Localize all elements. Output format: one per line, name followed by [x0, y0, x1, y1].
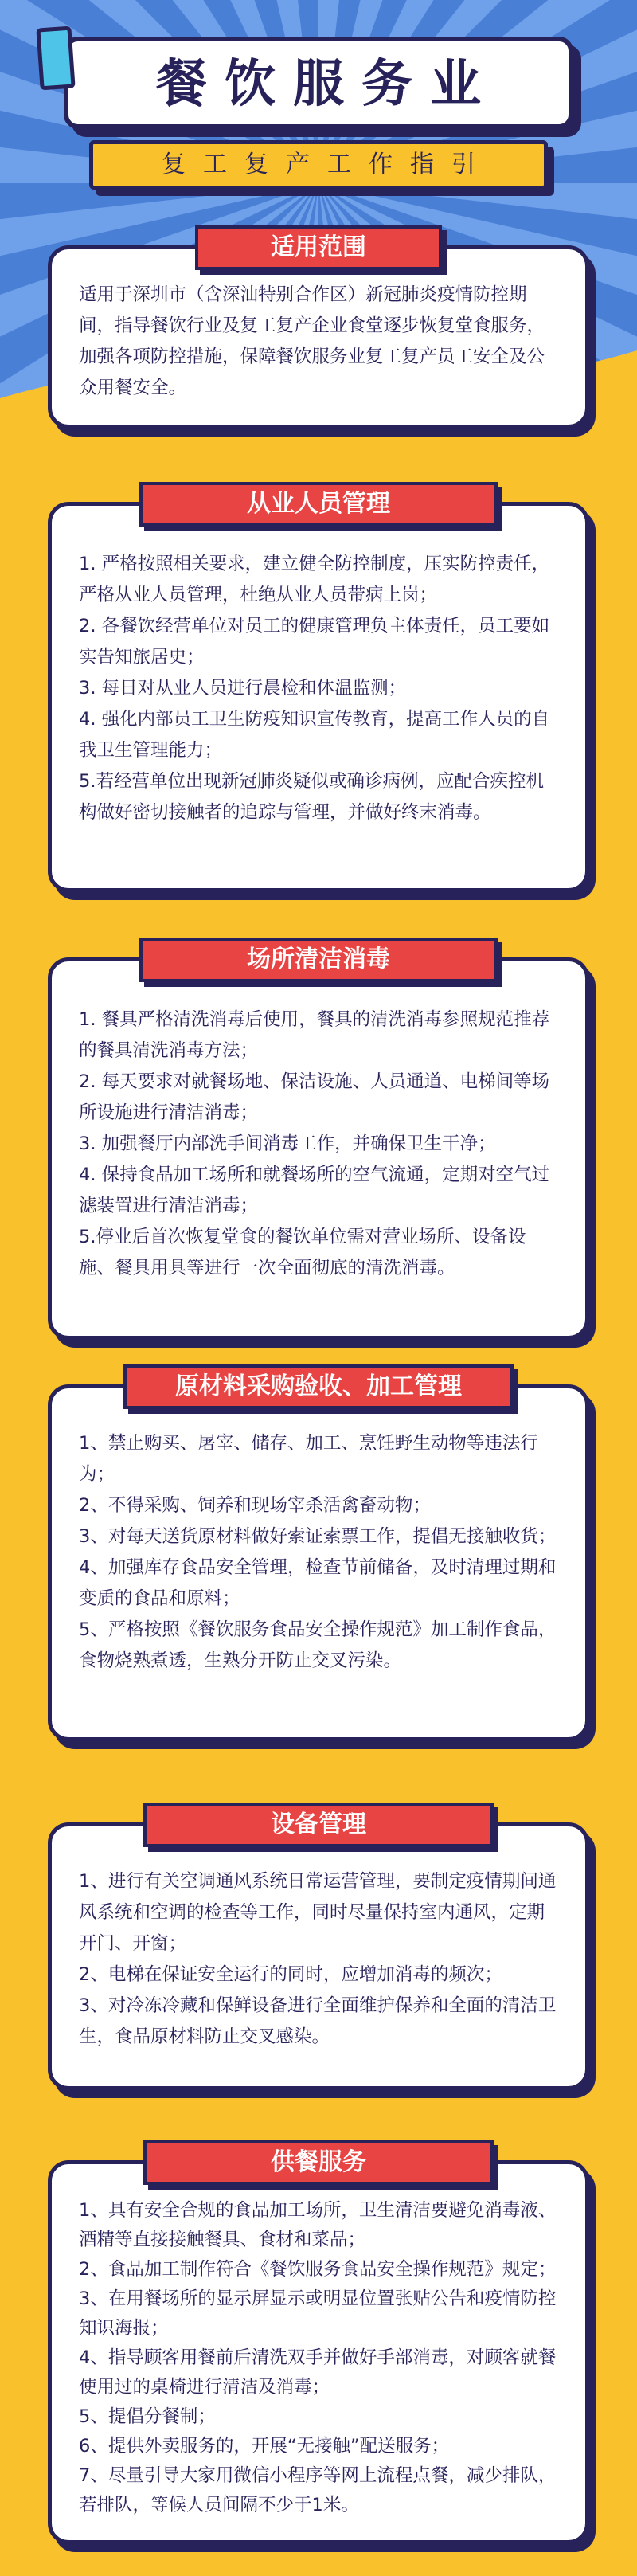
section-heading: 从业人员管理: [139, 482, 498, 527]
list-item: 5.停业后首次恢复堂食的餐饮单位需对营业场所、设备设施、餐具用具等进行一次全面彻底的清洗消毒。: [79, 1227, 526, 1278]
section-body: [52, 1004, 585, 1284]
section-cleaning-disinfection: [48, 945, 589, 1340]
page-subtitle: 复工复产工作指引: [162, 151, 493, 178]
list-item: 7、尽量引导大家用微信小程序等网上流程点餐，减少排队，若排队，等候人员间隔不少于1米。: [79, 2465, 557, 2515]
list-item: 2、不得采购、饲养和现场宰杀活禽畜动物；: [79, 1495, 431, 1516]
title-decoration-tab: [36, 26, 75, 91]
list-item: 3. 加强餐厅内部洗手间消毒工作，并确保卫生干净；: [79, 1133, 496, 1154]
list-item: 2、电梯在保证安全运行的同时，应增加消毒的频次；: [79, 1964, 502, 1985]
section-heading: 场所清洁消毒: [139, 938, 498, 982]
list-item: 3、对冷冻冷藏和保鲜设备进行全面维护保养和全面的清洁卫生，食品原材料防止交叉感染。: [79, 1995, 557, 2047]
list-item: 4. 保持食品加工场所和就餐场所的空气流通，定期对空气过滤装置进行清洁消毒；: [79, 1165, 550, 1216]
subtitle-bar: [89, 140, 548, 190]
list-item: 3、对每天送货原材料做好索证索票工作，提倡无接触收货；: [79, 1526, 557, 1547]
list-item: 4. 强化内部员工卫生防疫知识宣传教育，提高工作人员的自我卫生管理能力；: [79, 709, 550, 761]
section-heading: 设备管理: [143, 1803, 494, 1847]
paragraph: 适用于深圳市（含深汕特别合作区）新冠肺炎疫情防控期间，指导餐饮行业及复工复产企业食堂逐步恢复堂食服务，加强各项防控措施，保障餐饮服务业复工复产员工安全及公众用餐安全。: [79, 284, 545, 398]
list-item: 2. 每天要求对就餐场地、保洁设施、人员通道、电梯间等场所设施进行清洁消毒；: [79, 1071, 550, 1123]
list-item: 1. 餐具严格清洗消毒后使用，餐具的清洗消毒参照规范推荐的餐具清洗消毒方法；: [79, 1009, 550, 1061]
list-item: 2. 各餐饮经营单位对员工的健康管理负主体责任，员工要如实告知旅居史；: [79, 616, 550, 667]
section-body: [52, 549, 585, 828]
section-body: [52, 2196, 585, 2520]
section-heading: 适用范围: [195, 225, 442, 270]
list-item: 4、加强库存食品安全管理，检查节前储备，及时清理过期和变质的食品和原料；: [79, 1557, 557, 1609]
list-item: 6、提供外卖服务的，开展“无接触”配送服务；: [79, 2436, 450, 2457]
list-item: 2、食品加工制作符合《餐饮服务食品安全操作规范》规定；: [79, 2259, 557, 2280]
section-raw-materials: [48, 1372, 589, 1741]
list-item: 5.若经营单位出现新冠肺炎疑似或确诊病例，应配合疾控机构做好密切接触者的追踪与管理，并做好终末消毒。: [79, 771, 544, 823]
list-item: 1、禁止购买、屠宰、储存、加工、烹饪野生动物等违法行为；: [79, 1433, 538, 1485]
list-item: 5、严格按照《餐饮服务食品安全操作规范》加工制作食品，食物烧熟煮透，生熟分开防止交叉污染。: [79, 1619, 557, 1671]
section-body: [52, 1428, 585, 1677]
list-item: 3. 每日对从业人员进行晨检和体温监测；: [79, 678, 407, 699]
list-item: 3、在用餐场所的显示屏显示或明显位置张贴公告和疫情防控知识海报；: [79, 2288, 557, 2339]
page-title: 餐饮服务业: [156, 55, 498, 114]
section-heading: 供餐服务: [143, 2140, 494, 2185]
list-item: 1. 严格按照相关要求，建立健全防控制度，压实防控责任，严格从业人员管理，杜绝从业人员带病上岗；: [79, 554, 550, 605]
list-item: 1、进行有关空调通风系统日常运营管理，要制定疫情期间通风系统和空调的检查等工作，同时尽量保持室内通风，定期开门、开窗；: [79, 1871, 557, 1954]
section-body: [52, 1866, 585, 2053]
section-equipment: [48, 1811, 589, 2090]
list-item: 5、提倡分餐制；: [79, 2406, 216, 2427]
section-body: [52, 280, 585, 404]
section-meal-service: [48, 2148, 589, 2544]
list-item: 4、指导顾客用餐前后清洗双手并做好手部消毒，对顾客就餐使用过的桌椅进行清洁及消毒；: [79, 2347, 557, 2398]
title-card: [64, 37, 573, 129]
list-item: 1、具有安全合规的食品加工场所，卫生清洁要避免消毒液、酒精等直接接触餐具、食材和菜品；: [79, 2200, 557, 2250]
section-heading: 原材料采购验收、加工管理: [123, 1364, 514, 1409]
section-staff-management: [48, 490, 589, 892]
section-scope: [48, 233, 589, 429]
